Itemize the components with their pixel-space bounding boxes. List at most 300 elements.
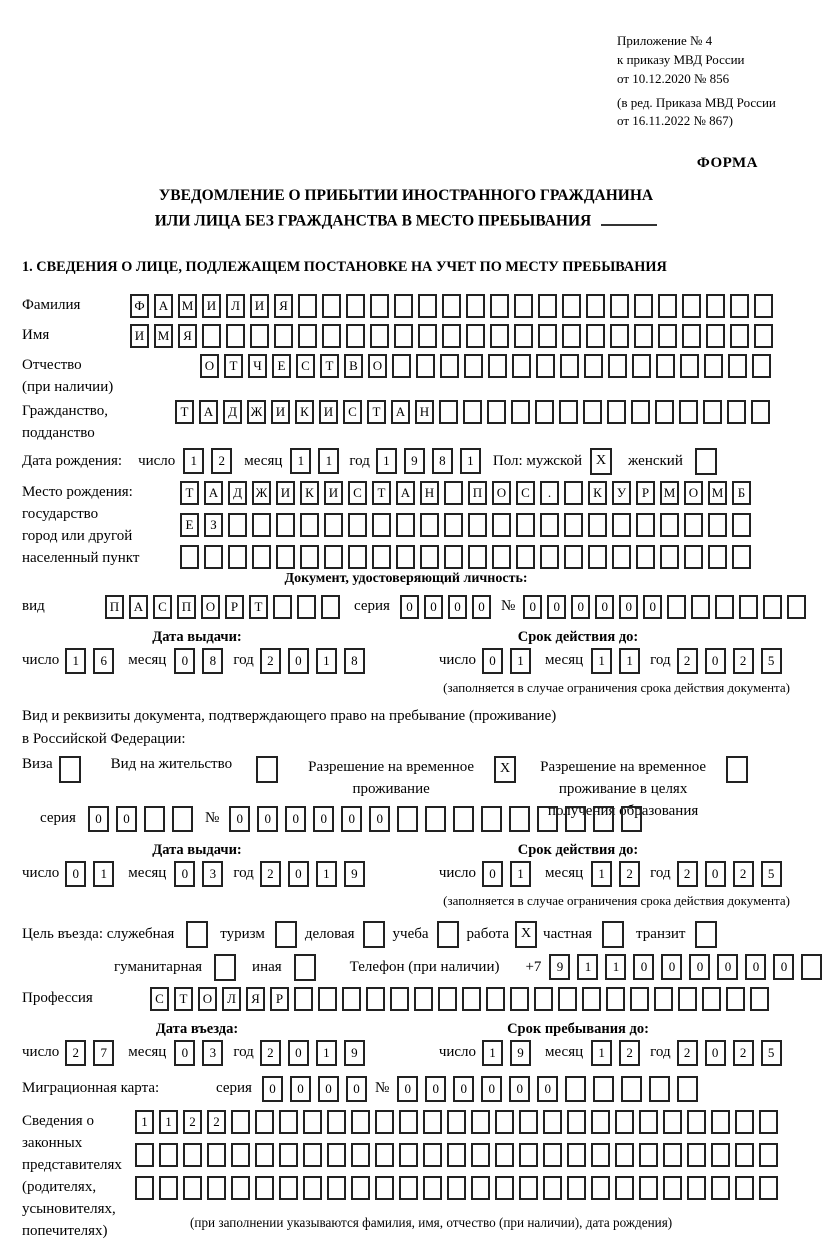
char-cell[interactable]: 7	[93, 1040, 114, 1066]
char-cell[interactable]: 1	[591, 861, 612, 887]
char-cell[interactable]	[680, 354, 699, 378]
char-cell[interactable]: 1	[591, 648, 612, 674]
char-cell[interactable]	[510, 987, 529, 1011]
char-cell[interactable]: И	[202, 294, 221, 318]
char-cell[interactable]	[519, 1176, 538, 1200]
char-cell[interactable]: 0	[453, 1076, 474, 1102]
char-cell[interactable]: О	[492, 481, 511, 505]
char-cell[interactable]: 1	[510, 861, 531, 887]
char-cell[interactable]	[351, 1176, 370, 1200]
char-cell[interactable]	[615, 1110, 634, 1134]
char-cell[interactable]	[615, 1176, 634, 1200]
char-cell[interactable]: 0	[288, 1040, 309, 1066]
char-cell[interactable]: Т	[224, 354, 243, 378]
char-cell[interactable]	[711, 1176, 730, 1200]
char-cell[interactable]	[703, 400, 722, 424]
char-cell[interactable]	[207, 1176, 226, 1200]
char-cell[interactable]	[660, 513, 679, 537]
char-cell[interactable]	[612, 545, 631, 569]
char-cell[interactable]	[324, 513, 343, 537]
char-cell[interactable]: 1	[159, 1110, 178, 1134]
char-cell[interactable]: С	[343, 400, 362, 424]
char-cell[interactable]	[610, 294, 629, 318]
char-cell[interactable]	[447, 1176, 466, 1200]
char-cell[interactable]	[536, 354, 555, 378]
char-cell[interactable]	[667, 595, 686, 619]
checkbox-tourism[interactable]	[275, 921, 297, 948]
char-cell[interactable]: 0	[425, 1076, 446, 1102]
checkbox-residence-permit[interactable]	[256, 756, 278, 783]
char-cell[interactable]	[750, 987, 769, 1011]
char-cell[interactable]	[660, 545, 679, 569]
char-cell[interactable]: О	[198, 987, 217, 1011]
char-cell[interactable]	[231, 1110, 250, 1134]
char-cell[interactable]	[462, 987, 481, 1011]
char-cell[interactable]	[607, 400, 626, 424]
char-cell[interactable]	[519, 1110, 538, 1134]
char-cell[interactable]: 0	[633, 954, 654, 980]
char-cell[interactable]	[414, 987, 433, 1011]
char-cell[interactable]	[453, 806, 474, 832]
char-cell[interactable]: 9	[404, 448, 425, 474]
char-cell[interactable]	[708, 545, 727, 569]
char-cell[interactable]	[630, 987, 649, 1011]
char-cell[interactable]	[180, 545, 199, 569]
char-cell[interactable]: 0	[705, 648, 726, 674]
char-cell[interactable]	[663, 1110, 682, 1134]
char-cell[interactable]	[471, 1110, 490, 1134]
char-cell[interactable]: 1	[591, 1040, 612, 1066]
char-cell[interactable]: А	[199, 400, 218, 424]
checkbox-female[interactable]	[695, 448, 717, 475]
char-cell[interactable]	[621, 1076, 642, 1102]
char-cell[interactable]: И	[130, 324, 149, 348]
char-cell[interactable]	[759, 1110, 778, 1134]
char-cell[interactable]	[588, 513, 607, 537]
char-cell[interactable]	[423, 1110, 442, 1134]
char-cell[interactable]: П	[177, 595, 196, 619]
char-cell[interactable]	[679, 400, 698, 424]
char-cell[interactable]	[351, 1143, 370, 1167]
char-cell[interactable]	[704, 354, 723, 378]
char-cell[interactable]	[687, 1176, 706, 1200]
checkbox-temp-residence[interactable]: X	[494, 756, 516, 783]
char-cell[interactable]	[540, 513, 559, 537]
char-cell[interactable]	[588, 545, 607, 569]
char-cell[interactable]	[447, 1110, 466, 1134]
char-cell[interactable]: 0	[174, 648, 195, 674]
char-cell[interactable]	[636, 545, 655, 569]
char-cell[interactable]	[252, 545, 271, 569]
char-cell[interactable]	[591, 1110, 610, 1134]
char-cell[interactable]	[682, 324, 701, 348]
char-cell[interactable]: 0	[313, 806, 334, 832]
char-cell[interactable]	[730, 324, 749, 348]
char-cell[interactable]	[322, 324, 341, 348]
char-cell[interactable]: 2	[619, 861, 640, 887]
char-cell[interactable]	[684, 545, 703, 569]
char-cell[interactable]: 1	[605, 954, 626, 980]
char-cell[interactable]: 1	[510, 648, 531, 674]
checkbox-official[interactable]	[186, 921, 208, 948]
char-cell[interactable]	[654, 987, 673, 1011]
char-cell[interactable]	[663, 1176, 682, 1200]
char-cell[interactable]: 5	[761, 1040, 782, 1066]
char-cell[interactable]: И	[276, 481, 295, 505]
char-cell[interactable]: М	[178, 294, 197, 318]
char-cell[interactable]	[560, 354, 579, 378]
char-cell[interactable]: 2	[183, 1110, 202, 1134]
char-cell[interactable]: 0	[571, 595, 590, 619]
char-cell[interactable]	[735, 1176, 754, 1200]
char-cell[interactable]	[442, 294, 461, 318]
char-cell[interactable]	[631, 400, 650, 424]
char-cell[interactable]	[324, 545, 343, 569]
char-cell[interactable]: .	[540, 481, 559, 505]
char-cell[interactable]	[639, 1110, 658, 1134]
char-cell[interactable]: 0	[619, 595, 638, 619]
char-cell[interactable]	[279, 1143, 298, 1167]
char-cell[interactable]: И	[324, 481, 343, 505]
char-cell[interactable]	[276, 545, 295, 569]
char-cell[interactable]	[399, 1176, 418, 1200]
char-cell[interactable]: 0	[745, 954, 766, 980]
char-cell[interactable]	[511, 400, 530, 424]
char-cell[interactable]	[370, 294, 389, 318]
char-cell[interactable]	[231, 1176, 250, 1200]
char-cell[interactable]	[375, 1176, 394, 1200]
char-cell[interactable]	[537, 806, 558, 832]
char-cell[interactable]: 1	[619, 648, 640, 674]
char-cell[interactable]: 2	[733, 648, 754, 674]
char-cell[interactable]: 6	[93, 648, 114, 674]
char-cell[interactable]	[418, 324, 437, 348]
char-cell[interactable]	[706, 324, 725, 348]
char-cell[interactable]	[439, 400, 458, 424]
char-cell[interactable]: 0	[288, 648, 309, 674]
char-cell[interactable]	[464, 354, 483, 378]
char-cell[interactable]	[567, 1110, 586, 1134]
char-cell[interactable]	[711, 1143, 730, 1167]
char-cell[interactable]	[327, 1110, 346, 1134]
char-cell[interactable]: 1	[93, 861, 114, 887]
char-cell[interactable]: 0	[116, 806, 137, 832]
char-cell[interactable]: Т	[174, 987, 193, 1011]
char-cell[interactable]: 1	[135, 1110, 154, 1134]
char-cell[interactable]: 0	[229, 806, 250, 832]
char-cell[interactable]: О	[200, 354, 219, 378]
char-cell[interactable]	[754, 294, 773, 318]
char-cell[interactable]: 9	[549, 954, 570, 980]
checkbox-visa[interactable]	[59, 756, 81, 783]
char-cell[interactable]: 0	[705, 1040, 726, 1066]
char-cell[interactable]	[615, 1143, 634, 1167]
char-cell[interactable]	[538, 294, 557, 318]
char-cell[interactable]: 0	[481, 1076, 502, 1102]
char-cell[interactable]	[279, 1110, 298, 1134]
char-cell[interactable]	[562, 324, 581, 348]
char-cell[interactable]: М	[660, 481, 679, 505]
char-cell[interactable]	[754, 324, 773, 348]
char-cell[interactable]	[297, 595, 316, 619]
char-cell[interactable]: 2	[260, 648, 281, 674]
char-cell[interactable]: Ж	[247, 400, 266, 424]
char-cell[interactable]: 0	[346, 1076, 367, 1102]
char-cell[interactable]	[562, 294, 581, 318]
char-cell[interactable]	[735, 1143, 754, 1167]
char-cell[interactable]	[135, 1143, 154, 1167]
char-cell[interactable]: Я	[178, 324, 197, 348]
char-cell[interactable]	[706, 294, 725, 318]
char-cell[interactable]: К	[588, 481, 607, 505]
char-cell[interactable]	[691, 595, 710, 619]
char-cell[interactable]: Т	[249, 595, 268, 619]
char-cell[interactable]	[801, 954, 822, 980]
char-cell[interactable]	[728, 354, 747, 378]
char-cell[interactable]	[425, 806, 446, 832]
char-cell[interactable]: Р	[636, 481, 655, 505]
char-cell[interactable]: Е	[272, 354, 291, 378]
char-cell[interactable]	[538, 324, 557, 348]
char-cell[interactable]	[471, 1176, 490, 1200]
checkbox-work[interactable]: X	[515, 921, 537, 948]
char-cell[interactable]	[492, 545, 511, 569]
char-cell[interactable]	[678, 987, 697, 1011]
char-cell[interactable]: Б	[732, 481, 751, 505]
char-cell[interactable]: З	[204, 513, 223, 537]
char-cell[interactable]: 2	[619, 1040, 640, 1066]
char-cell[interactable]	[303, 1143, 322, 1167]
char-cell[interactable]	[255, 1110, 274, 1134]
char-cell[interactable]: 2	[677, 1040, 698, 1066]
char-cell[interactable]: 1	[290, 448, 311, 474]
char-cell[interactable]	[327, 1143, 346, 1167]
char-cell[interactable]	[396, 545, 415, 569]
char-cell[interactable]: 2	[211, 448, 232, 474]
char-cell[interactable]	[252, 513, 271, 537]
char-cell[interactable]	[294, 987, 313, 1011]
char-cell[interactable]	[255, 1143, 274, 1167]
char-cell[interactable]: 0	[288, 861, 309, 887]
char-cell[interactable]	[634, 294, 653, 318]
char-cell[interactable]: К	[295, 400, 314, 424]
char-cell[interactable]: Д	[228, 481, 247, 505]
char-cell[interactable]: 0	[717, 954, 738, 980]
char-cell[interactable]: Л	[226, 294, 245, 318]
char-cell[interactable]	[593, 1076, 614, 1102]
char-cell[interactable]	[495, 1176, 514, 1200]
char-cell[interactable]	[486, 987, 505, 1011]
char-cell[interactable]	[202, 324, 221, 348]
char-cell[interactable]	[300, 545, 319, 569]
char-cell[interactable]: 2	[733, 861, 754, 887]
char-cell[interactable]	[582, 987, 601, 1011]
char-cell[interactable]: И	[319, 400, 338, 424]
char-cell[interactable]	[279, 1176, 298, 1200]
char-cell[interactable]	[559, 400, 578, 424]
char-cell[interactable]	[759, 1143, 778, 1167]
char-cell[interactable]	[228, 545, 247, 569]
char-cell[interactable]	[591, 1143, 610, 1167]
char-cell[interactable]: 0	[397, 1076, 418, 1102]
char-cell[interactable]	[543, 1110, 562, 1134]
char-cell[interactable]	[399, 1110, 418, 1134]
char-cell[interactable]	[226, 324, 245, 348]
char-cell[interactable]	[442, 324, 461, 348]
char-cell[interactable]	[468, 513, 487, 537]
char-cell[interactable]: 0	[523, 595, 542, 619]
char-cell[interactable]	[394, 324, 413, 348]
char-cell[interactable]: Р	[225, 595, 244, 619]
char-cell[interactable]	[558, 987, 577, 1011]
char-cell[interactable]	[490, 294, 509, 318]
char-cell[interactable]	[495, 1143, 514, 1167]
char-cell[interactable]	[207, 1143, 226, 1167]
char-cell[interactable]: 1	[65, 648, 86, 674]
char-cell[interactable]	[423, 1143, 442, 1167]
char-cell[interactable]	[488, 354, 507, 378]
char-cell[interactable]	[394, 294, 413, 318]
char-cell[interactable]: М	[708, 481, 727, 505]
char-cell[interactable]	[632, 354, 651, 378]
char-cell[interactable]	[327, 1176, 346, 1200]
char-cell[interactable]: 0	[424, 595, 443, 619]
char-cell[interactable]: 1	[316, 861, 337, 887]
char-cell[interactable]: 0	[285, 806, 306, 832]
char-cell[interactable]: 0	[773, 954, 794, 980]
char-cell[interactable]: 1	[183, 448, 204, 474]
char-cell[interactable]	[204, 545, 223, 569]
char-cell[interactable]: 1	[460, 448, 481, 474]
char-cell[interactable]: 3	[202, 861, 223, 887]
char-cell[interactable]: Т	[180, 481, 199, 505]
char-cell[interactable]: О	[368, 354, 387, 378]
char-cell[interactable]: 0	[509, 1076, 530, 1102]
char-cell[interactable]	[490, 324, 509, 348]
char-cell[interactable]: 0	[661, 954, 682, 980]
char-cell[interactable]	[322, 294, 341, 318]
char-cell[interactable]	[440, 354, 459, 378]
checkbox-humanitarian[interactable]	[214, 954, 236, 981]
char-cell[interactable]: Е	[180, 513, 199, 537]
char-cell[interactable]	[444, 513, 463, 537]
char-cell[interactable]: 0	[65, 861, 86, 887]
char-cell[interactable]	[732, 513, 751, 537]
char-cell[interactable]	[300, 513, 319, 537]
char-cell[interactable]	[514, 294, 533, 318]
char-cell[interactable]	[392, 354, 411, 378]
char-cell[interactable]	[418, 294, 437, 318]
char-cell[interactable]	[512, 354, 531, 378]
char-cell[interactable]: Т	[320, 354, 339, 378]
char-cell[interactable]	[606, 987, 625, 1011]
char-cell[interactable]	[583, 400, 602, 424]
char-cell[interactable]	[276, 513, 295, 537]
char-cell[interactable]	[444, 481, 463, 505]
char-cell[interactable]: 0	[88, 806, 109, 832]
char-cell[interactable]	[591, 1176, 610, 1200]
char-cell[interactable]	[663, 1143, 682, 1167]
char-cell[interactable]	[183, 1176, 202, 1200]
char-cell[interactable]	[372, 545, 391, 569]
char-cell[interactable]: 1	[376, 448, 397, 474]
char-cell[interactable]	[636, 513, 655, 537]
char-cell[interactable]	[639, 1143, 658, 1167]
char-cell[interactable]	[656, 354, 675, 378]
char-cell[interactable]	[375, 1143, 394, 1167]
char-cell[interactable]	[183, 1143, 202, 1167]
char-cell[interactable]	[586, 294, 605, 318]
char-cell[interactable]	[732, 545, 751, 569]
char-cell[interactable]	[658, 324, 677, 348]
char-cell[interactable]: А	[129, 595, 148, 619]
char-cell[interactable]	[346, 294, 365, 318]
char-cell[interactable]	[416, 354, 435, 378]
char-cell[interactable]	[471, 1143, 490, 1167]
char-cell[interactable]: 0	[689, 954, 710, 980]
char-cell[interactable]	[466, 294, 485, 318]
char-cell[interactable]	[715, 595, 734, 619]
char-cell[interactable]: 1	[316, 1040, 337, 1066]
char-cell[interactable]: 0	[262, 1076, 283, 1102]
char-cell[interactable]	[639, 1176, 658, 1200]
char-cell[interactable]	[727, 400, 746, 424]
char-cell[interactable]: 0	[482, 861, 503, 887]
char-cell[interactable]: О	[684, 481, 703, 505]
char-cell[interactable]	[708, 513, 727, 537]
char-cell[interactable]: А	[391, 400, 410, 424]
checkbox-other[interactable]	[294, 954, 316, 981]
char-cell[interactable]: Л	[222, 987, 241, 1011]
char-cell[interactable]	[509, 806, 530, 832]
checkbox-private[interactable]	[602, 921, 624, 948]
char-cell[interactable]	[487, 400, 506, 424]
char-cell[interactable]: Ф	[130, 294, 149, 318]
char-cell[interactable]: 2	[260, 861, 281, 887]
char-cell[interactable]	[159, 1143, 178, 1167]
char-cell[interactable]: В	[344, 354, 363, 378]
char-cell[interactable]	[543, 1176, 562, 1200]
char-cell[interactable]	[564, 545, 583, 569]
char-cell[interactable]	[159, 1176, 178, 1200]
char-cell[interactable]: 0	[482, 648, 503, 674]
char-cell[interactable]	[420, 545, 439, 569]
char-cell[interactable]: Н	[420, 481, 439, 505]
char-cell[interactable]: Н	[415, 400, 434, 424]
char-cell[interactable]	[255, 1176, 274, 1200]
char-cell[interactable]	[565, 1076, 586, 1102]
char-cell[interactable]	[787, 595, 806, 619]
char-cell[interactable]	[540, 545, 559, 569]
char-cell[interactable]: 1	[482, 1040, 503, 1066]
char-cell[interactable]: С	[516, 481, 535, 505]
char-cell[interactable]	[144, 806, 165, 832]
char-cell[interactable]	[273, 595, 292, 619]
char-cell[interactable]	[649, 1076, 670, 1102]
char-cell[interactable]: 2	[677, 648, 698, 674]
char-cell[interactable]: 0	[369, 806, 390, 832]
char-cell[interactable]	[726, 987, 745, 1011]
char-cell[interactable]	[438, 987, 457, 1011]
char-cell[interactable]: Т	[175, 400, 194, 424]
char-cell[interactable]: 0	[174, 1040, 195, 1066]
char-cell[interactable]: 1	[316, 648, 337, 674]
char-cell[interactable]	[684, 513, 703, 537]
char-cell[interactable]	[519, 1143, 538, 1167]
char-cell[interactable]	[516, 545, 535, 569]
char-cell[interactable]: 8	[432, 448, 453, 474]
char-cell[interactable]	[396, 513, 415, 537]
